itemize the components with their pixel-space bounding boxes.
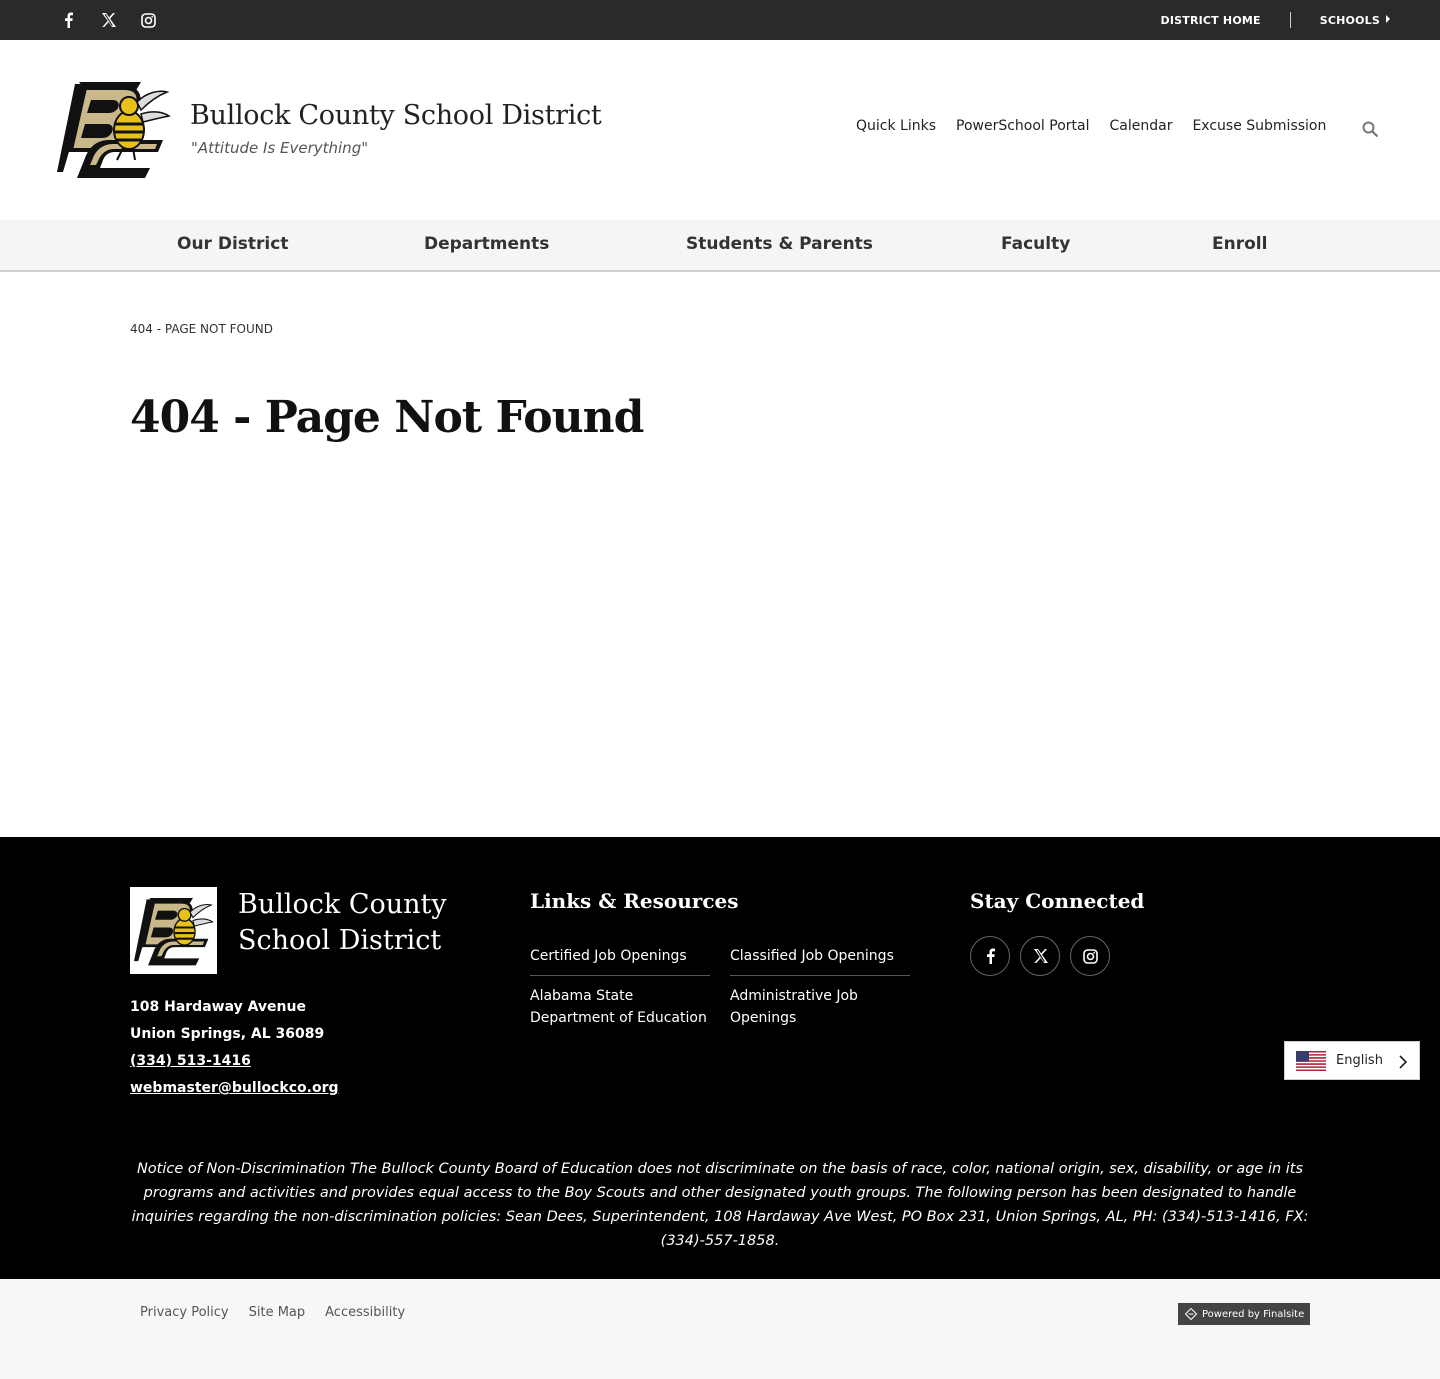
site-tagline: "Attitude Is Everything" [191, 139, 369, 157]
site-title[interactable]: Bullock County School District [190, 100, 602, 131]
language-label: English [1336, 1053, 1383, 1068]
powerschool-portal-link[interactable]: PowerSchool Portal [956, 118, 1090, 134]
schools-dropdown[interactable] [1320, 14, 1390, 27]
classified-job-openings-link[interactable]: Classified Job Openings [730, 937, 910, 976]
facebook-icon[interactable] [58, 10, 78, 30]
facebook-icon[interactable] [970, 936, 1010, 976]
x-icon[interactable] [1020, 936, 1060, 976]
page-title: 404 - Page Not Found [130, 392, 644, 443]
quick-nav [856, 118, 1326, 134]
main-nav [0, 220, 1440, 272]
us-flag-icon [1296, 1051, 1326, 1071]
instagram-icon[interactable] [1070, 936, 1110, 976]
legal-links [140, 1305, 405, 1320]
certified-job-openings-link[interactable]: Certified Job Openings [530, 937, 710, 976]
excuse-submission-link[interactable]: Excuse Submission [1192, 118, 1327, 134]
search-icon[interactable] [1361, 120, 1379, 138]
quick-links-link[interactable]: Quick Links [856, 118, 937, 134]
breadcrumb: 404 - PAGE NOT FOUND [130, 322, 273, 336]
finalsite-icon [1185, 1308, 1197, 1320]
accessibility-link[interactable]: Accessibility [325, 1305, 406, 1320]
schools-label: SCHOOLS [1319, 13, 1380, 27]
top-social-links [58, 0, 158, 40]
nav-enroll[interactable]: Enroll [1212, 234, 1268, 254]
powered-by-finalsite-badge[interactable] [1178, 1303, 1310, 1325]
footer-district-name [238, 887, 447, 959]
district-home-link[interactable]: DISTRICT HOME [1160, 13, 1261, 27]
footer-address [130, 994, 339, 1102]
footer-name-line1: Bullock County [238, 889, 447, 920]
utility-bar [0, 0, 1440, 40]
instagram-icon[interactable] [138, 10, 158, 30]
footer-phone-link[interactable]: (334) 513-1416 [130, 1053, 251, 1069]
stay-connected-heading: Stay Connected [970, 889, 1145, 913]
non-discrimination-notice: Notice of Non-Discrimination The Bullock County Board of Education does not discriminate on the basis of race, color, national origin, sex, disability, or age in its programs and activities and provides equal access to the Boy Scouts and other designated youth groups. The following person has been designated to handle inquiries regarding the non-discrimination policies: Sean Dees, Superintendent, 108 Hardaway Ave West, PO Box 231, Union Springs, AL, PH: (334)-513-1416, FX: (334)-557-1858. [131, 1161, 1309, 1249]
caret-right-icon [1386, 15, 1390, 23]
footer-social-links [970, 936, 1110, 976]
utility-links [1161, 0, 1391, 40]
footer-street: 108 Hardaway Avenue [130, 999, 306, 1015]
x-icon[interactable] [98, 10, 118, 30]
legal-bar [0, 1279, 1440, 1379]
site-footer [0, 837, 1440, 1279]
language-selector[interactable] [1284, 1041, 1420, 1080]
footer-name-line2: School District [238, 925, 442, 956]
footer-links [530, 937, 910, 1037]
site-header [0, 40, 1440, 220]
nav-students-parents[interactable]: Students & Parents [686, 234, 873, 254]
site-map-link[interactable]: Site Map [248, 1305, 306, 1320]
alsde-link[interactable]: Alabama State Department of Education [530, 988, 707, 1026]
footer-logo[interactable] [130, 887, 217, 974]
privacy-policy-link[interactable]: Privacy Policy [140, 1305, 229, 1320]
district-logo[interactable] [57, 78, 171, 180]
calendar-link[interactable]: Calendar [1109, 118, 1173, 134]
administrative-job-openings-link[interactable]: Administrative Job Openings [730, 988, 858, 1026]
nav-departments[interactable]: Departments [424, 234, 550, 254]
links-resources-heading: Links & Resources [530, 889, 739, 913]
chevron-right-icon [1399, 1054, 1407, 1068]
footer-city: Union Springs, AL 36089 [130, 1026, 325, 1042]
footer-email-link[interactable]: webmaster@bullockco.org [130, 1080, 339, 1096]
utility-divider [1290, 12, 1291, 28]
nav-our-district[interactable]: Our District [177, 234, 289, 254]
powered-by-label: Powered by Finalsite [1202, 1308, 1305, 1320]
nav-faculty[interactable]: Faculty [1001, 234, 1071, 254]
